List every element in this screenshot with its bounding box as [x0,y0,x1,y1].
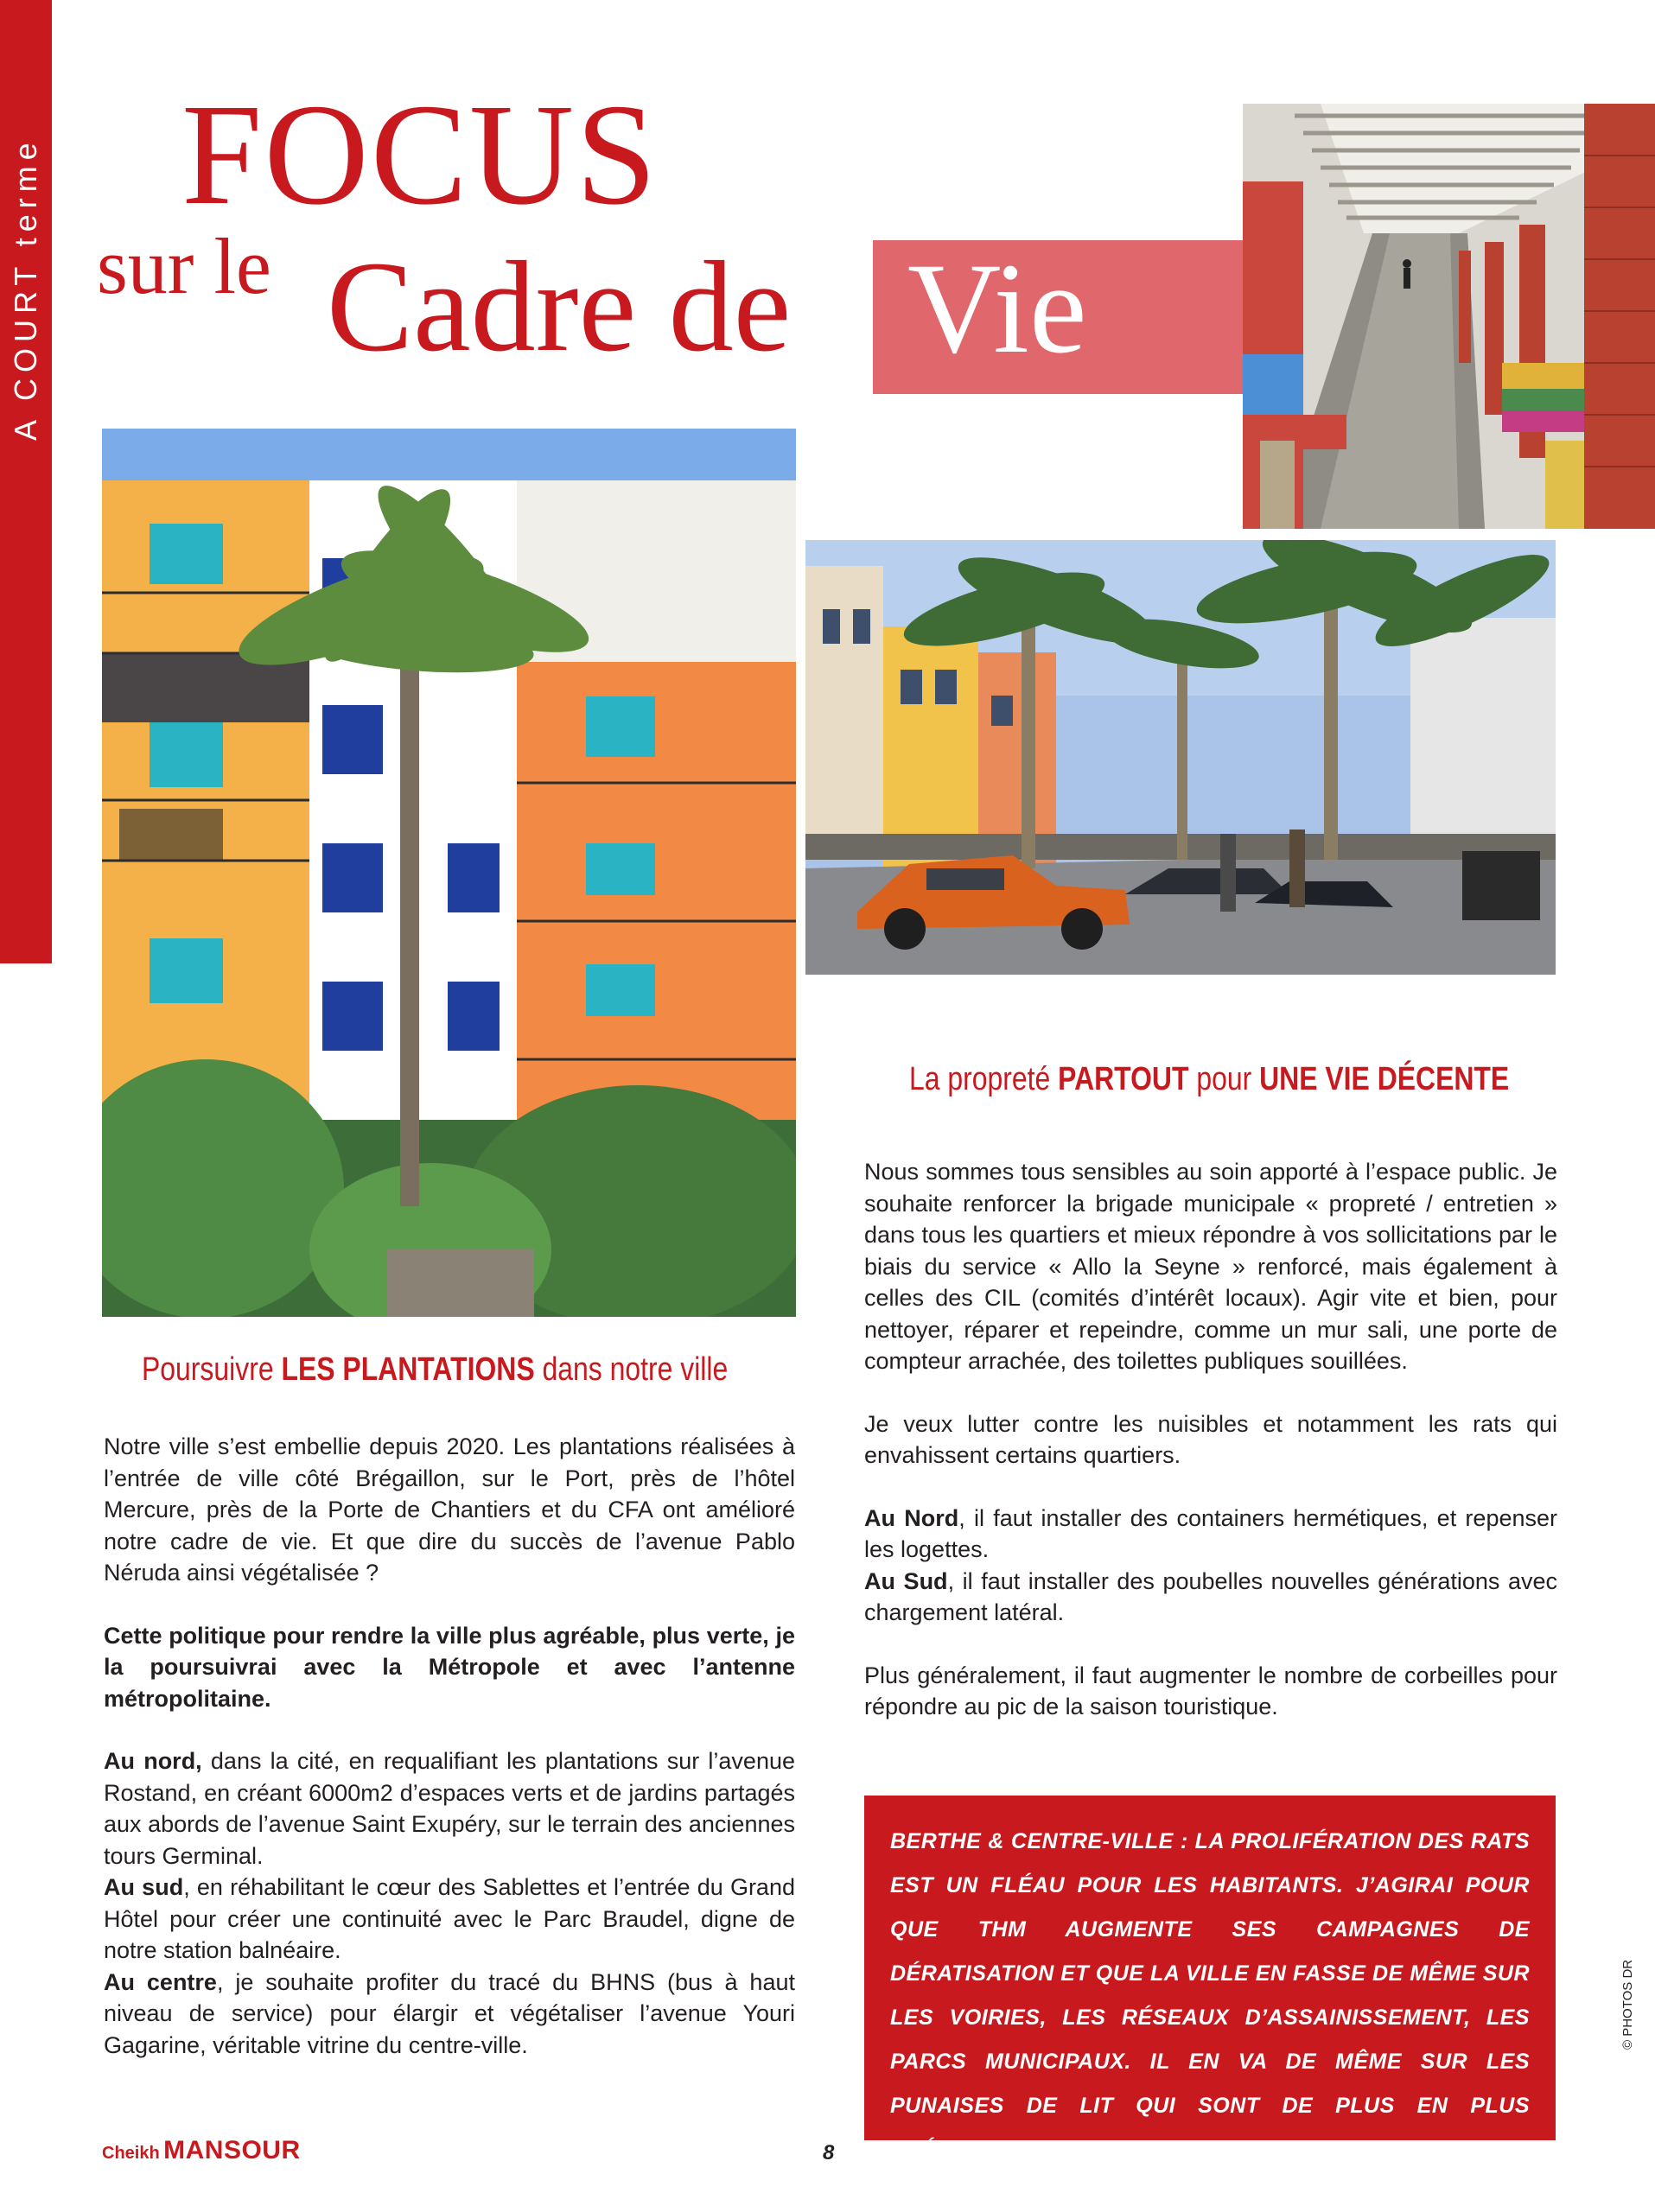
colorful-building-with-palm-photo [102,429,796,1317]
plantations-nord-label: Au nord, [104,1748,202,1774]
proprete-paragraph-2: Je veux lutter contre les nuisibles et notamment les rats qui envahissent certains quartiers. [864,1410,1557,1468]
heading-proprete-mid: pour [1196,1061,1252,1097]
heading-plantations-strong: LES PLANTATIONS [281,1351,535,1388]
proprete-paragraph-nord [864,1503,1557,1566]
plantations-centre-label: Au centre [104,1968,217,1995]
column-plantations [104,1431,795,2061]
heading-proprete [909,1063,1509,1096]
proprete-paragraph-1: Nous sommes tous sensibles au soin apporté à l’espace public. Je souhaite renforcer la brigade municipale « propreté / entretien » dans tous les quartiers et mieux répondre à vos sollicitations par le biais du service « Allo la Seyne » renforcé, mais également à celles des CIL (comités d’intérêt locaux). Agir vite et bien, pour nettoyer, réparer et repeindre, comme un mur sali, une porte de compteur arrachée, des toilettes publiques souillées. [864,1159,1557,1374]
author-first-name: Cheikh [102,2144,160,2163]
photo-credit: © PHOTOS DR [1620,1959,1635,2050]
heading-plantations-pre: Poursuivre [142,1351,274,1388]
plantations-paragraph-centre [104,1967,795,2062]
plantations-paragraph-1: Notre ville s’est embellie depuis 2020. Les plantations réalisées à l’entrée de ville côté Brégaillon, sur le Port, près de l’hôtel Mercure, près de la Porte de Chantiers et du CFA ont amélioré notre cadre de vie. Et que dire du succès de l’avenue Pablo Néruda ainsi végétalisée ? [104,1433,795,1586]
column-proprete [864,1156,1557,1723]
author-signature [102,2138,301,2164]
proprete-nord-text: , il faut installer des containers hermétiques, et repenser les logettes. [864,1504,1557,1562]
section-label: A COURT terme [8,137,43,441]
heading-proprete-pre: La propreté [909,1061,1051,1097]
plantations-nord-text: dans la cité, en requalifiant les plantations sur l’avenue Rostand, en créant 6000m2 d’espaces verts et de jardins partagés aux abords de l’avenue Saint Exupéry, sur le terrain des anciennes tours Germinal. [104,1748,795,1869]
palm-street-with-classic-cars-photo [805,540,1556,975]
proprete-sud-label: Au Sud [864,1567,948,1594]
proprete-paragraph-sud [864,1566,1557,1629]
proprete-nord-label: Au Nord [864,1504,959,1531]
plantations-centre-text: , je souhaite profiter du tracé du BHNS (bus à haut niveau de service) pour élargir et végétaliser l’avenue Youri Gagarine, véritable vitrine du centre-ville. [104,1968,795,2058]
title-vie: Vie [907,237,1087,380]
photo-street [805,540,1556,975]
plantations-paragraph-nord [104,1745,795,1872]
heading-proprete-strong-1: PARTOUT [1058,1061,1189,1097]
heading-plantations [142,1353,728,1386]
plantations-sud-label: Au sud [104,1874,184,1900]
callout-text: BERTHE & CENTRE-VILLE : LA PROLIFÉRATION DES RATS EST UN FLÉAU POUR LES HABITANTS. J’AGIRAI POUR QUE THM AUGMENTE SES CAMPAGNES DE DÉRATISATION ET QUE LA VILLE EN FASSE DE MÊME SUR LES VOIRIES, LES RÉSEAUX D’ASSAINISSEMENT, LES PARCS MUNICIPAUX. IL EN VA DE MÊME SUR LES PUNAISES DE LIT QUI SONT DE PLUS EN PLUS PRÉSENTES DANS LES GRANDES VILLES. [890,1829,1530,2162]
author-last-name: MANSOUR [163,2136,301,2164]
heading-proprete-strong-2: UNE VIE DÉCENTE [1259,1061,1510,1097]
plantations-paragraph-sud [104,1872,795,1967]
photo-building [102,429,796,1317]
heading-plantations-post: dans notre ville [542,1351,729,1388]
photo-arcade [1243,104,1655,529]
plantations-sud-text: , en réhabilitant le cœur des Sablettes et l’entrée du Grand Hôtel pour créer une continuité avec le Parc Braudel, digne de notre station balnéaire. [104,1874,795,1963]
plantations-paragraph-2 [104,1620,795,1715]
proprete-sud-text: , il faut installer des poubelles nouvelles générations avec chargement latéral. [864,1567,1557,1625]
proprete-paragraph-4: Plus généralement, il faut augmenter le nombre de corbeilles pour répondre au pic de la saison touristique. [864,1662,1557,1719]
callout-box [864,1796,1556,2162]
title-sur-le: sur le [97,222,271,310]
plantations-bold-statement: Cette politique pour rendre la ville plus agréable, plus verte, je la poursuivrai avec la Métropole et avec l’antenne métropolitaine. [104,1622,795,1712]
title-cadre-de: Cadre de [327,235,792,378]
page-number: 8 [823,2141,835,2164]
covered-walkway-photo [1243,104,1655,529]
title-focus: FOCUS [181,74,659,235]
